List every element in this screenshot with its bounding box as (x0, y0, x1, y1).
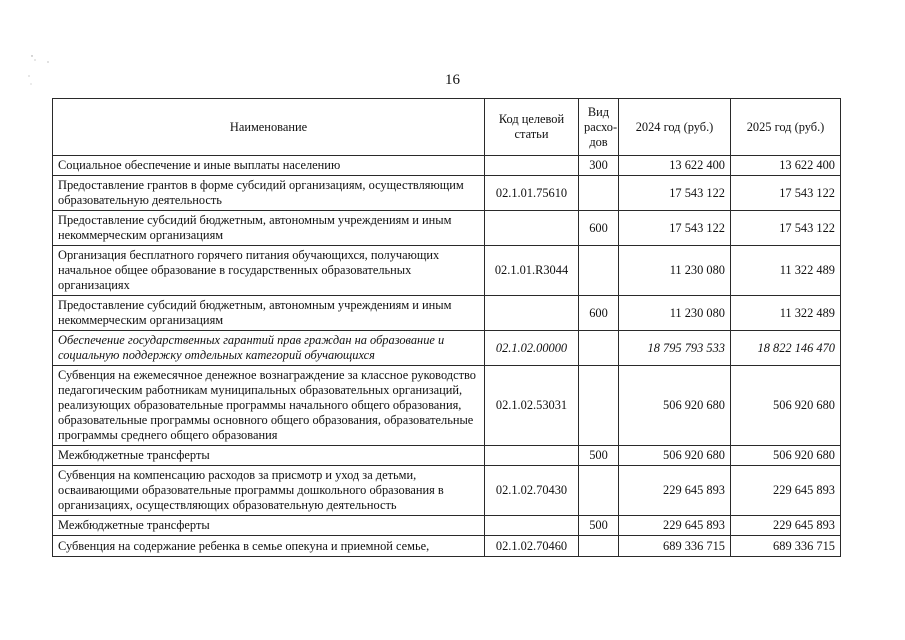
header-code: Код целевой статьи (485, 99, 579, 156)
row-amount-2024: 17 543 122 (619, 211, 731, 246)
row-expense-type (579, 246, 619, 296)
row-name: Субвенция на компенсацию расходов за присмотр и уход за детьми, осваивающими образовательные программы дошкольного образования в организациях, осуществляющих образовательную деятельность (53, 466, 485, 516)
row-code (485, 446, 579, 466)
row-code: 02.1.02.70460 (485, 536, 579, 557)
row-expense-type (579, 536, 619, 557)
row-amount-2025: 506 920 680 (731, 446, 841, 466)
table-row (53, 446, 841, 466)
row-name: Предоставление грантов в форме субсидий организациям, осуществляющим образовательную деятельность (53, 176, 485, 211)
row-amount-2025: 689 336 715 (731, 536, 841, 557)
row-name: Межбюджетные трансферты (53, 516, 485, 536)
row-expense-type (579, 466, 619, 516)
row-name: Предоставление субсидий бюджетным, автономным учреждениям и иным некоммерческим организациям (53, 211, 485, 246)
table-row (53, 536, 841, 557)
row-expense-type: 500 (579, 516, 619, 536)
table-row (53, 466, 841, 516)
table-row (53, 211, 841, 246)
row-amount-2024: 18 795 793 533 (619, 331, 731, 366)
row-expense-type (579, 366, 619, 446)
table-row (53, 331, 841, 366)
row-amount-2025: 17 543 122 (731, 176, 841, 211)
row-amount-2024: 506 920 680 (619, 366, 731, 446)
row-amount-2025: 11 322 489 (731, 246, 841, 296)
row-name: Организация бесплатного горячего питания обучающихся, получающих начальное общее образование в государственных образовательных организациях (53, 246, 485, 296)
header-type: Вид расхо-дов (579, 99, 619, 156)
row-amount-2025: 17 543 122 (731, 211, 841, 246)
row-amount-2024: 229 645 893 (619, 466, 731, 516)
page-number: 16 (445, 72, 460, 88)
header-name: Наименование (53, 99, 485, 156)
row-amount-2025: 229 645 893 (731, 516, 841, 536)
table-row (53, 176, 841, 211)
row-code: 02.1.01.75610 (485, 176, 579, 211)
row-code (485, 296, 579, 331)
row-expense-type: 500 (579, 446, 619, 466)
row-amount-2024: 689 336 715 (619, 536, 731, 557)
row-expense-type: 300 (579, 156, 619, 176)
row-amount-2025: 11 322 489 (731, 296, 841, 331)
row-amount-2024: 17 543 122 (619, 176, 731, 211)
header-2024: 2024 год (руб.) (619, 99, 731, 156)
table-row (53, 246, 841, 296)
row-amount-2025: 506 920 680 (731, 366, 841, 446)
row-expense-type: 600 (579, 296, 619, 331)
row-name: Обеспечение государственных гарантий прав граждан на образование и социальную поддержку отдельных категорий обучающихся (53, 331, 485, 366)
row-name: Субвенция на ежемесячное денежное вознаграждение за классное руководство педагогическим работникам муниципальных образовательных организаций, реализующих образовательные программы начального общего образования, образовательные программы основного общего образования, образовательные программы среднего общего образования (53, 366, 485, 446)
row-code (485, 516, 579, 536)
header-2025: 2025 год (руб.) (731, 99, 841, 156)
row-name: Субвенция на содержание ребенка в семье опекуна и приемной семье, (53, 536, 485, 557)
table-row (53, 366, 841, 446)
row-amount-2024: 13 622 400 (619, 156, 731, 176)
table-row (53, 516, 841, 536)
row-name: Межбюджетные трансферты (53, 446, 485, 466)
row-expense-type (579, 331, 619, 366)
row-name: Предоставление субсидий бюджетным, автономным учреждениям и иным некоммерческим организациям (53, 296, 485, 331)
row-amount-2024: 229 645 893 (619, 516, 731, 536)
row-amount-2025: 18 822 146 470 (731, 331, 841, 366)
row-code: 02.1.01.R3044 (485, 246, 579, 296)
row-code (485, 211, 579, 246)
row-code (485, 156, 579, 176)
row-expense-type: 600 (579, 211, 619, 246)
row-code: 02.1.02.70430 (485, 466, 579, 516)
row-amount-2025: 229 645 893 (731, 466, 841, 516)
row-amount-2024: 11 230 080 (619, 246, 731, 296)
row-name: Социальное обеспечение и иные выплаты населению (53, 156, 485, 176)
budget-table (52, 98, 841, 557)
table-header-row (53, 99, 841, 156)
row-amount-2025: 13 622 400 (731, 156, 841, 176)
row-expense-type (579, 176, 619, 211)
table-row (53, 156, 841, 176)
row-code: 02.1.02.00000 (485, 331, 579, 366)
row-amount-2024: 506 920 680 (619, 446, 731, 466)
row-amount-2024: 11 230 080 (619, 296, 731, 331)
table-row (53, 296, 841, 331)
row-code: 02.1.02.53031 (485, 366, 579, 446)
